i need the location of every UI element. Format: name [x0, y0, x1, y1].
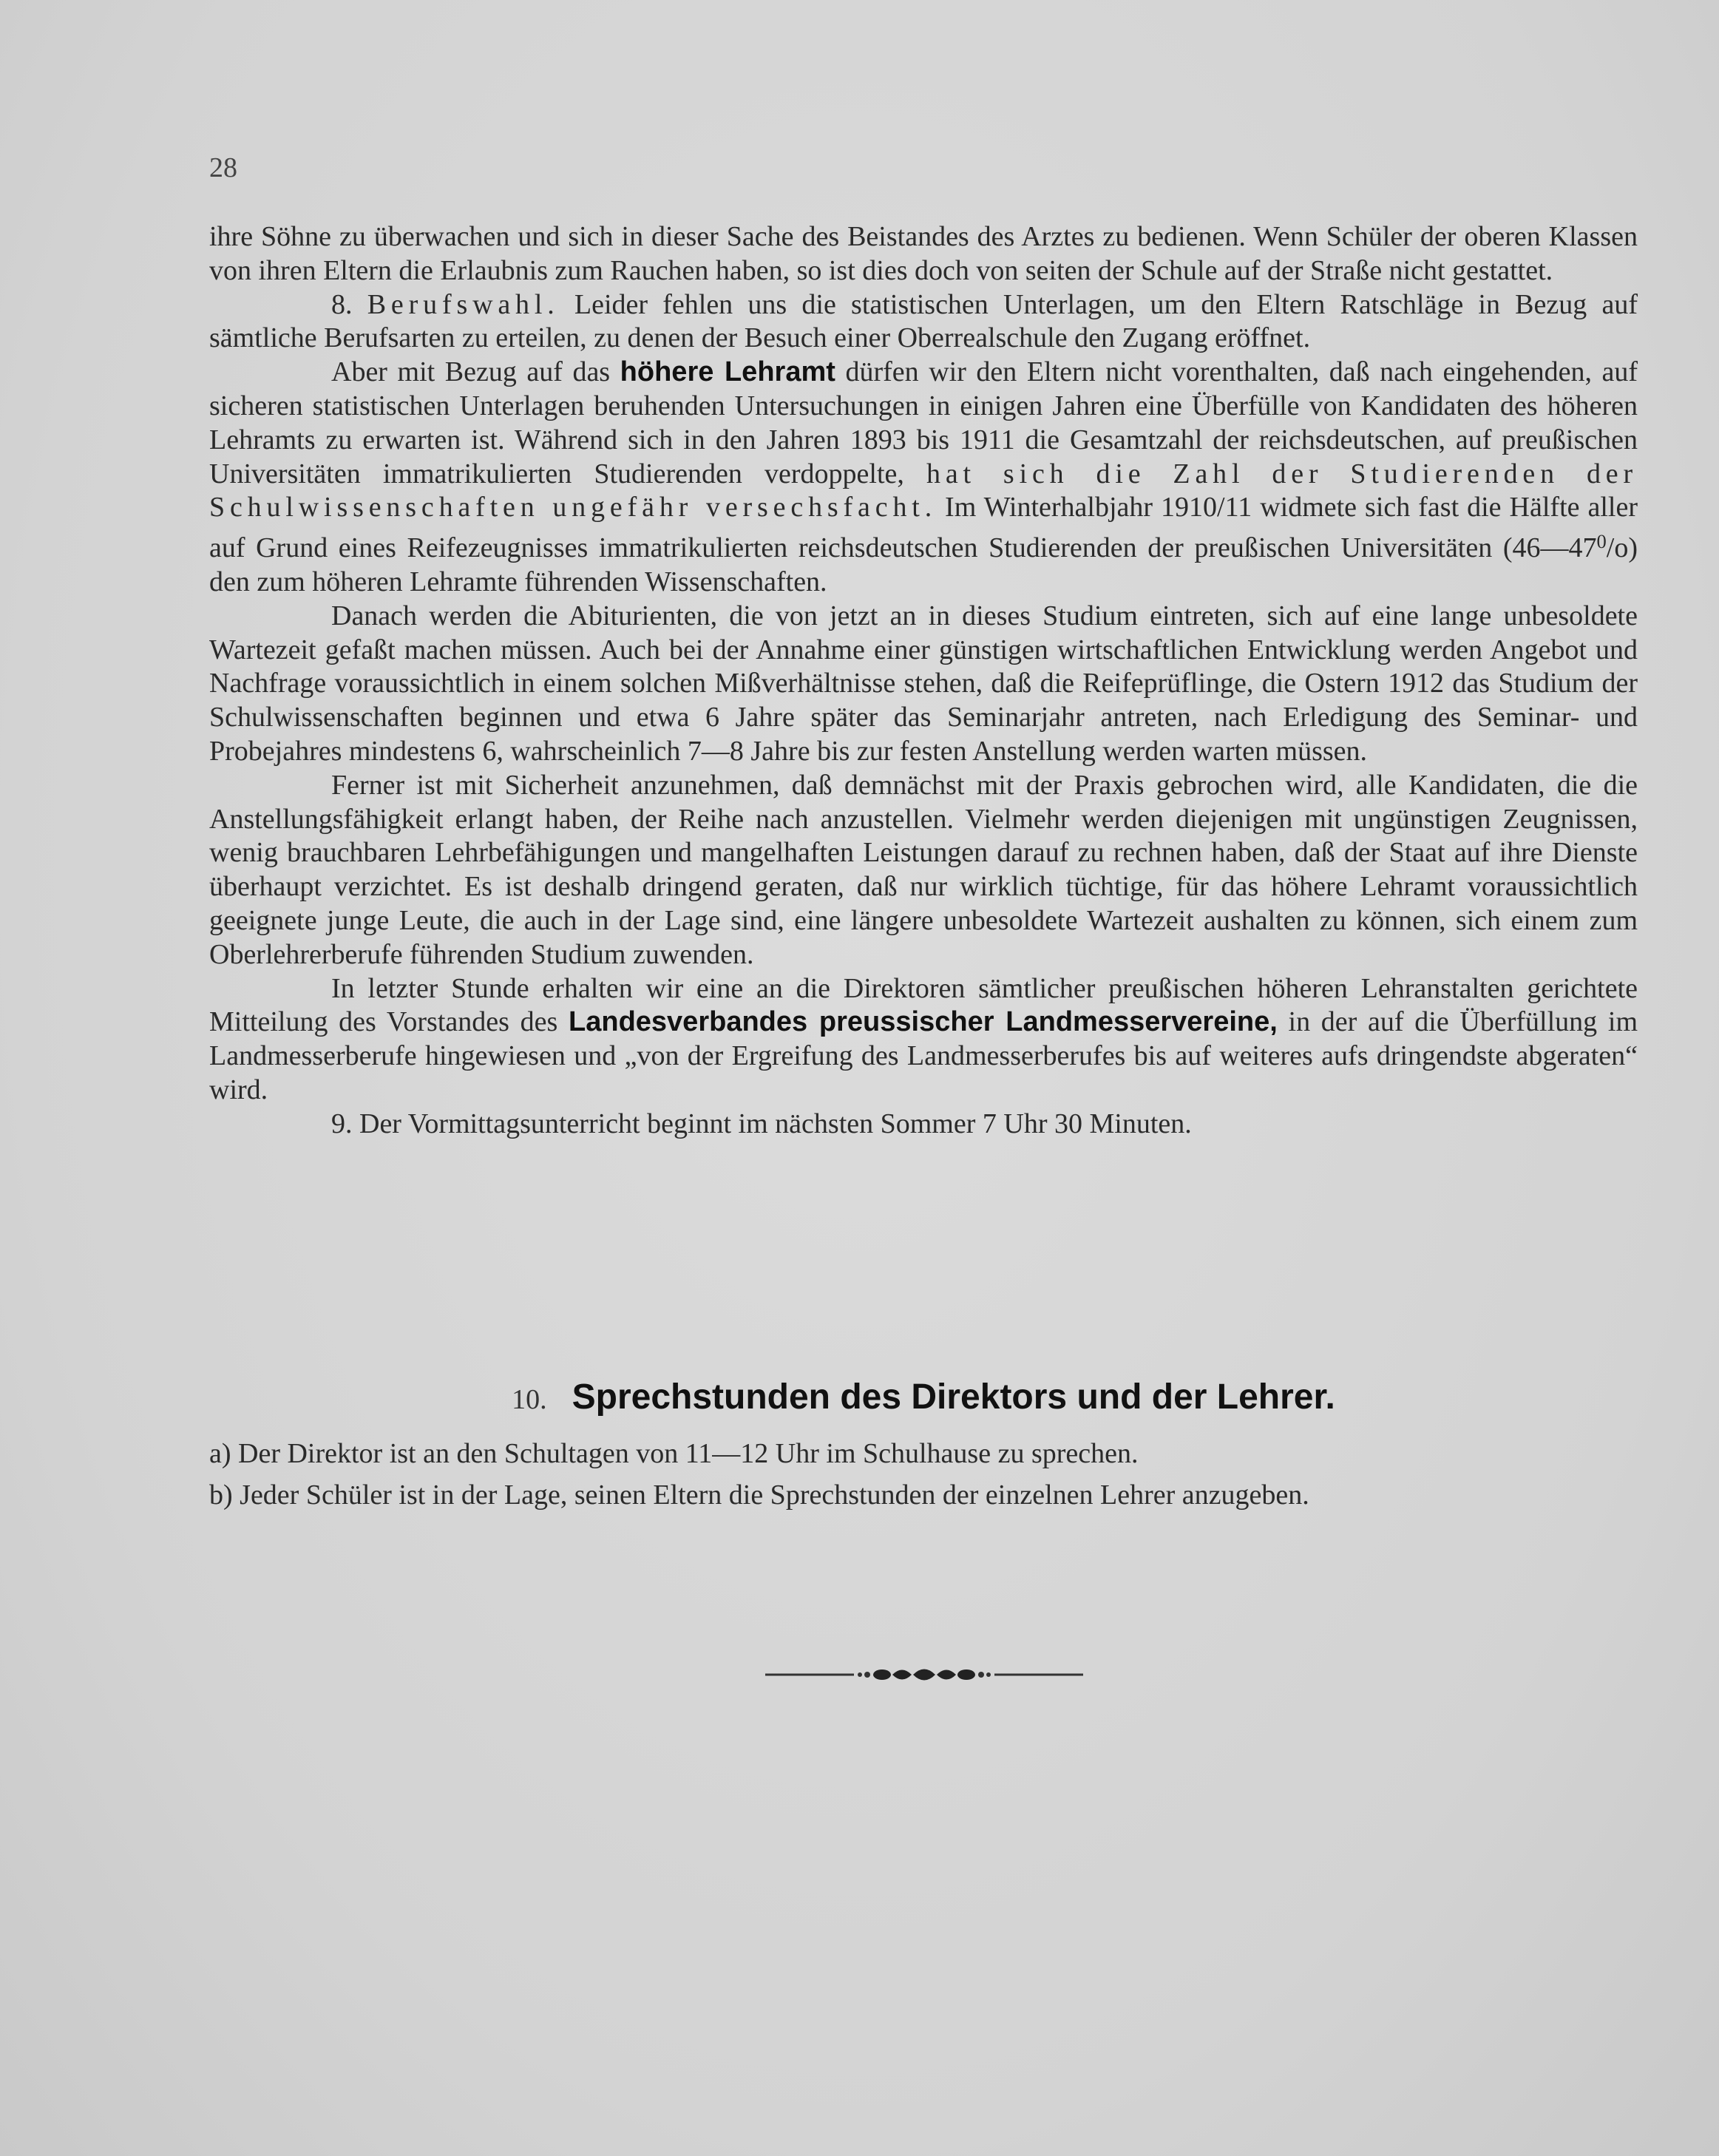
ornament-divider-icon — [765, 1664, 1083, 1686]
lehramt-spaced: hat sich die Zahl der Studierenden der Schulwissenschaften ungefähr versechsfacht. — [209, 458, 1638, 523]
list-item: b) Jeder Schüler ist in der Lage, seinen Eltern die Sprechstunden der einzelnen Lehrer anzugeben. — [209, 1479, 1309, 1511]
landmesser-text-b: in der auf die Überfüllung im Landmesserberufe hingewiesen und „von der Ergreifung des Landmesserberufes bis auf weiteres aufs dringendste abgeraten“ wird. — [209, 1006, 1638, 1105]
paragraph-berufswahl — [209, 288, 1638, 356]
paragraph-vormittag: 9. Der Vormittagsunterricht beginnt im nächsten Sommer 7 Uhr 30 Minuten. — [331, 1108, 1192, 1139]
paragraph-abiturienten: Danach werden die Abiturienten, die von jetzt an in dieses Studium eintreten, sich auf eine lange unbesoldete Wartezeit gefaßt machen müssen. Auch bei der Annahme einer günstigen wirtschaftlichen Entwicklung werden Angebot und Nachfrage voraussichtlich in einem solchen Mißverhältnisse stehen, daß die Reifeprüflinge, die Ostern 1912 das Studium der Schulwissenschaften beginnen und etwa 6 Jahre später das Seminarjahr antreten, nach Erledigung des Seminar- und Probejahres mindestens 6, wahrscheinlich 7—8 Jahre bis zur festen Anstellung werden warten müssen. — [209, 600, 1638, 767]
lehramt-bold: höhere Lehramt — [620, 356, 835, 388]
landmesser-bold: Landesverbandes preussischer Landmesservereine, — [569, 1006, 1278, 1038]
landmesser-text-a: In letzter Stunde erhalten wir eine an die Direktoren sämtlicher preußischen höheren Lehranstalten gerichtete Mitteilung des Vorstandes des — [209, 972, 1638, 1038]
body-text — [209, 220, 1638, 1141]
lehramt-text-a: Aber mit Bezug auf das — [331, 356, 611, 388]
berufswahl-heading: Berufswahl. — [367, 288, 560, 320]
section-heading — [209, 1377, 1638, 1417]
lehramt-text-c: Im Winterhalbjahr 1910/11 widmete sich fast die Hälfte aller auf Grund eines Reifezeugnisses immatrikulierten reichsdeutschen Studierenden der preußischen Universitäten (46—47 — [209, 492, 1638, 564]
item-number: 8. — [331, 288, 353, 320]
paragraph-1: ihre Söhne zu überwachen und sich in dieser Sache des Beistandes des Arztes zu bedienen. Wenn Schüler der oberen Klassen von ihren Eltern die Erlaubnis zum Rauchen haben, so ist dies doch von seiten der Schule auf der Straße nicht gestattet. — [209, 221, 1638, 286]
list-item: a) Der Direktor ist an den Schultagen von 11—12 Uhr im Schulhause zu sprechen. — [209, 1438, 1139, 1469]
page-number: 28 — [209, 152, 237, 183]
percent-sup: 0 — [1596, 530, 1607, 553]
section-title: Sprechstunden des Direktors und der Lehrer. — [572, 1377, 1335, 1417]
paragraph-landmesser — [209, 972, 1638, 1108]
berufswahl-text: Leider fehlen uns die statistischen Unterlagen, um den Eltern Ratschläge in Bezug auf sämtliche Berufsarten zu erteilen, zu denen der Besuch einer Oberrealschule den Zugang eröffnet. — [209, 288, 1638, 354]
sprechstunden-list — [209, 1433, 1638, 1516]
lehramt-text-b: dürfen wir den Eltern nicht vorenthalten, daß nach eingehenden, auf sicheren statistischen Unterlagen beruhenden Untersuchungen in einigen Jahren eine Überfülle von Kandidaten des höheren Lehramts zu erwarten ist. Während sich in den Jahren 1893 bis 1911 die Gesamtzahl der reichsdeutschen, auf preußischen Universitäten immatrikulierten Studierenden verdoppelte, — [209, 356, 1638, 489]
paragraph-lehramt — [209, 356, 1638, 600]
paragraph-ferner: Ferner ist mit Sicherheit anzunehmen, daß demnächst mit der Praxis gebrochen wird, alle Kandidaten, die die Anstellungsfähigkeit erlangt haben, der Reihe nach anzustellen. Vielmehr werden diejenigen mit ungünstigen Zeugnissen, wenig brauchbaren Lehrbefähigungen und mangelhaften Leistungen darauf zu rechnen haben, daß der Staat auf ihre Dienste überhaupt verzichtet. Es ist deshalb dringend geraten, daß nur wirklich tüchtige, für das höhere Lehramt voraussichtlich geeignete junge Leute, die auch in der Lage sind, eine längere unbesoldete Wartezeit aushalten zu können, sich einem zum Oberlehrerberufe führenden Studium zuwenden. — [209, 769, 1638, 970]
lehramt-text-d: /o) den zum höheren Lehramte führenden Wissenschaften. — [209, 532, 1638, 597]
section-number: 10. — [512, 1384, 547, 1415]
